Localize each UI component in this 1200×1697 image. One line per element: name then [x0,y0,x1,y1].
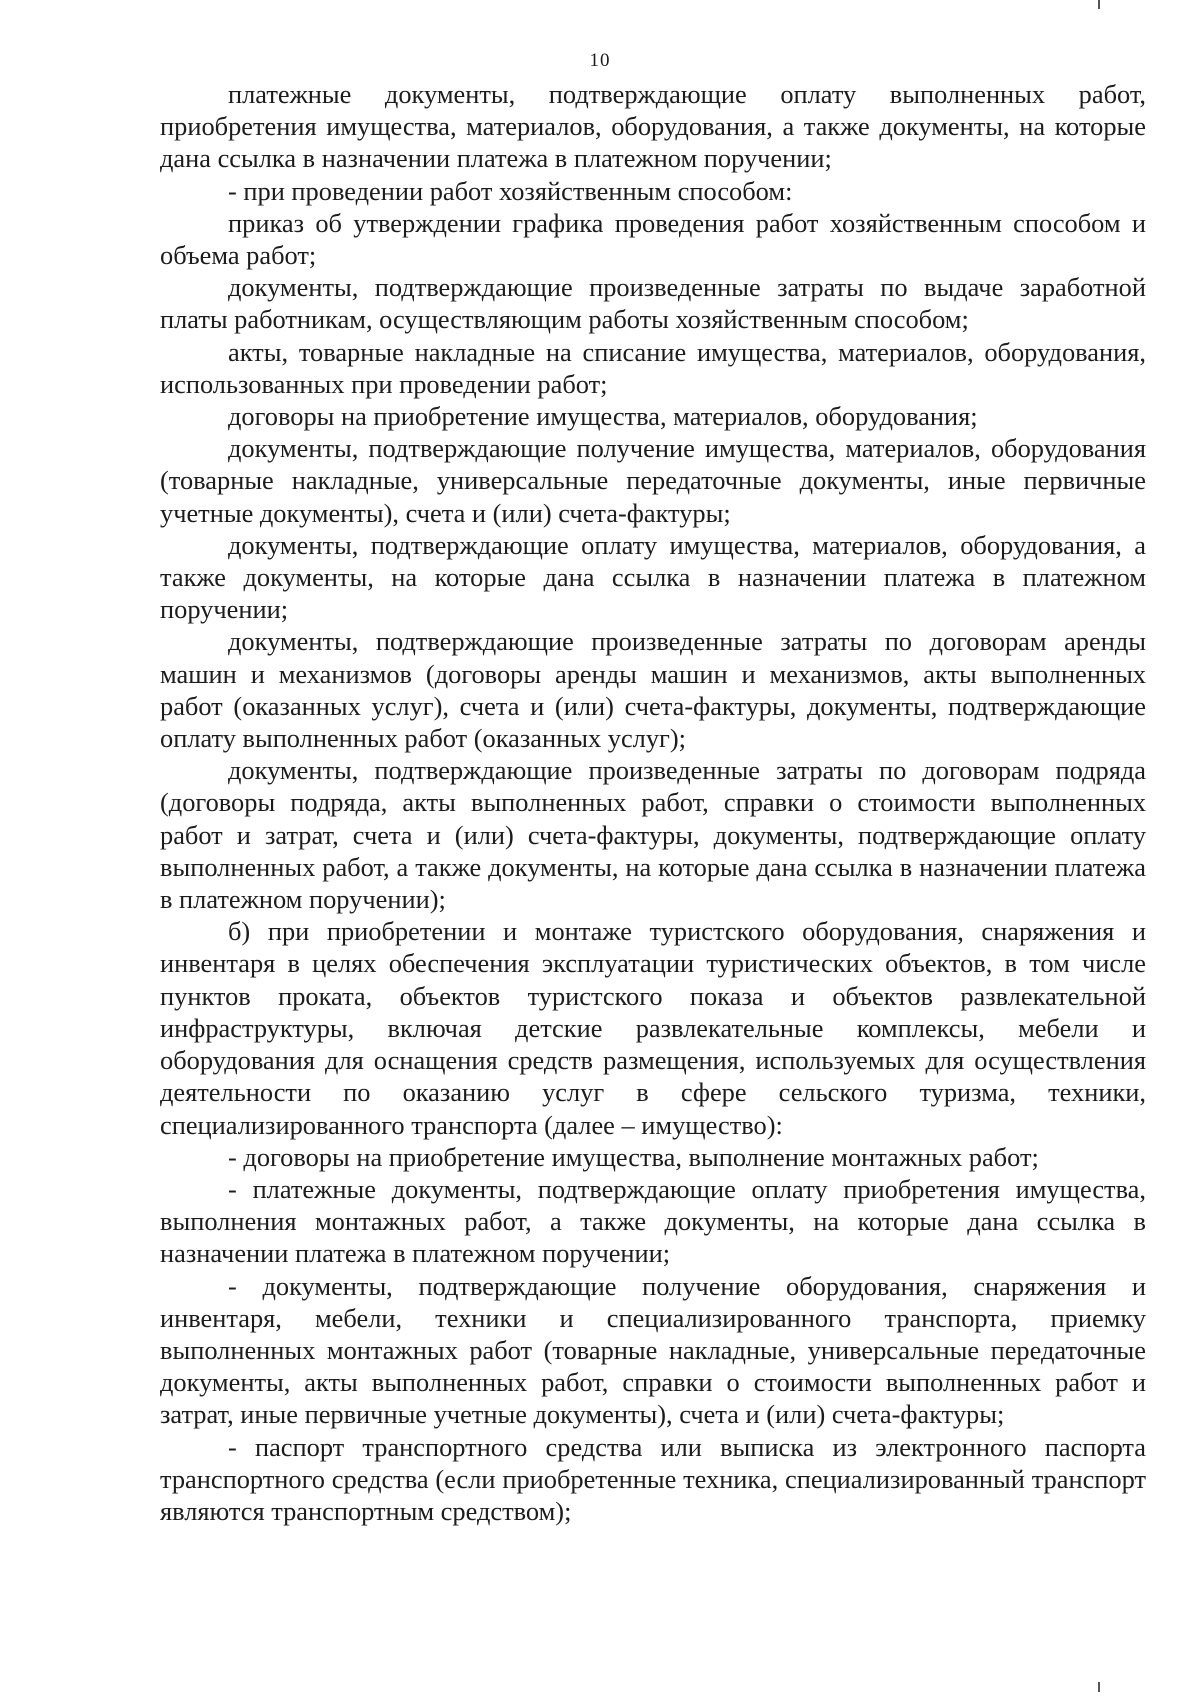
paragraph: договоры на приобретение имущества, материалов, оборудования; [228,401,978,432]
paragraph: акты, товарные накладные на списание имущества, материалов, оборудования, использованных при проведении работ; [160,336,1146,399]
paragraph: платежные документы, подтверждающие оплату выполненных работ, приобретения имущества, материалов, оборудования, а также документы, на которые дана ссылка в назначении платежа в платежном поручении; [160,79,1146,174]
paragraph: документы, подтверждающие произведенные затраты по договорам подряда (договоры подряда, акты выполненных работ, справки о стоимости выполненных работ и затрат, счета и (или) счета-фактуры, документы, подтверждающие оплату выполненных работ, а также документы, на которые дана ссылка в назначении платежа в платежном поручении); [160,755,1146,915]
paragraph: документы, подтверждающие получение имущества, материалов, оборудования (товарные накладные, универсальные передаточные документы, иные первичные учетные документы), счета и (или) счета-фактуры; [160,433,1146,528]
paragraph: приказ об утверждении графика проведения работ хозяйственным способом и объема работ; [160,207,1146,271]
paragraph: - документы, подтверждающие получение оборудования, снаряжения и инвентаря, мебели, техники и специализированного транспорта, приемку выполненных монтажных работ (товарные накладные, универсальные передаточные документы, акты выполненных работ, справки о стоимости выполненных работ и затрат, иные первичные учетные документы), счета и (или) счета-фактуры; [160,1270,1146,1430]
paragraph: - при проведении работ хозяйственным способом: [228,175,793,206]
paragraph: документы, подтверждающие произведенные затраты по договорам аренды машин и механизмов (договоры аренды машин и механизмов, акты выполненных работ (оказанных услуг), счета и (или) счета-фактуры, документы, подтверждающие оплату выполненных работ (оказанных услуг); [160,626,1146,754]
paragraph: б) при приобретении и монтаже туристского оборудования, снаряжения и инвентаря в целях обеспечения эксплуатации туристических объектов, в том числе пунктов проката, объектов туристского показа и объектов развлекательной инфраструктуры, включая детские развлекательные комплексы, мебели и оборудования для оснащения средств размещения, используемых для осуществления деятельности по оказанию услуг в сфере сельского туризма, техники, специализированного транспорта (далее – имущество): [160,916,1146,1140]
document-body [160,78,1146,1527]
paragraph: - платежные документы, подтверждающие оплату приобретения имущества, выполнения монтажных работ, а также документы, на которые дана ссылка в назначении платежа в платежном поручении; [160,1173,1146,1269]
paragraph: документы, подтверждающие оплату имущества, материалов, оборудования, а также документы, на которые дана ссылка в назначении платежа в платежном поручении; [160,529,1146,625]
paragraph: - договоры на приобретение имущества, выполнение монтажных работ; [228,1141,1039,1172]
paragraph: - паспорт транспортного средства или выписка из электронного паспорта транспортного средства (если приобретенные техника, специализированный транспорт являются транспортным средством); [160,1431,1146,1526]
scan-artifact-bottom [1098,1682,1100,1692]
paragraph: документы, подтверждающие произведенные затраты по выдаче заработной платы работникам, осуществляющим работы хозяйственным способом; [160,272,1146,335]
scan-artifact-top [1098,0,1100,9]
page-number: 10 [589,50,611,71]
